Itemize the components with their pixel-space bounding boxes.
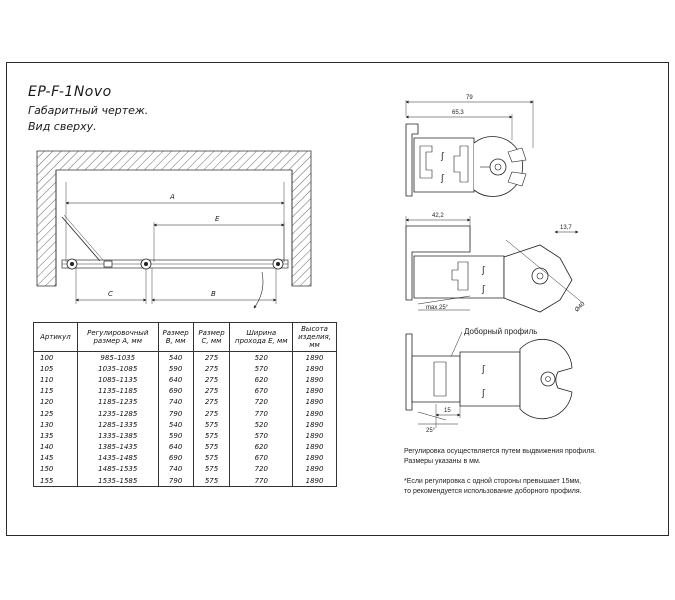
dim-42-2: 42,2 [432, 213, 444, 219]
cell-height: 1890 [293, 408, 337, 419]
dim-79: 79 [466, 95, 473, 101]
dim-15: 15 [444, 408, 451, 414]
cell-height: 1890 [293, 363, 337, 374]
cell-article: 125 [34, 408, 78, 419]
cell-article: 100 [34, 352, 78, 364]
label-b: B [211, 290, 216, 298]
wall-hatch [37, 151, 311, 286]
cell-adjust-a: 1335–1385 [77, 430, 158, 441]
cell-article: 130 [34, 419, 78, 430]
header-size-c: Размер С, мм [193, 323, 230, 352]
cell-adjust-a: 1535–1585 [77, 475, 158, 487]
profile-section-3 [406, 327, 572, 434]
cell-height: 1890 [293, 386, 337, 397]
table-row [34, 363, 337, 374]
cell-size-b: 740 [158, 397, 193, 408]
dim-13-7: 13,7 [560, 225, 572, 231]
cell-size-b: 790 [158, 408, 193, 419]
cell-article: 150 [34, 464, 78, 475]
cell-adjust-a: 1035–1085 [77, 363, 158, 374]
spec-table-header [34, 323, 337, 352]
table-row [34, 475, 337, 487]
cell-height: 1890 [293, 475, 337, 487]
cell-article: 110 [34, 374, 78, 385]
cell-height: 1890 [293, 453, 337, 464]
cell-article: 120 [34, 397, 78, 408]
drawing-subtitle-2: Вид сверху. [28, 120, 97, 133]
svg-text:ʃ: ʃ [441, 152, 445, 162]
cell-adjust-a: 1135–1185 [77, 386, 158, 397]
table-row [34, 408, 337, 419]
cell-size-b: 540 [158, 352, 193, 364]
cell-height: 1890 [293, 374, 337, 385]
table-row [34, 430, 337, 441]
table-row [34, 464, 337, 475]
svg-text:ʃ: ʃ [482, 285, 486, 295]
cell-size-c: 575 [193, 442, 230, 453]
cell-adjust-a: 1235–1285 [77, 408, 158, 419]
cell-size-c: 275 [193, 363, 230, 374]
svg-text:ʃ: ʃ [482, 365, 486, 375]
cell-adjust-a: 1385–1435 [77, 442, 158, 453]
table-row [34, 397, 337, 408]
cell-height: 1890 [293, 419, 337, 430]
cell-size-b: 540 [158, 419, 193, 430]
table-row [34, 386, 337, 397]
profile-section-2 [406, 213, 587, 313]
cell-height: 1890 [293, 352, 337, 364]
cell-passage-e: 720 [230, 397, 293, 408]
cell-size-c: 575 [193, 419, 230, 430]
header-height: Высота изделия, мм [293, 323, 337, 352]
table-row [34, 374, 337, 385]
cell-passage-e: 670 [230, 453, 293, 464]
cell-height: 1890 [293, 397, 337, 408]
header-adjust-a: Регулировочный размер А, мм [77, 323, 158, 352]
cell-size-c: 275 [193, 386, 230, 397]
drawing-title: EP-F-1Novo [28, 84, 112, 100]
dim-65-3: 65,3 [452, 110, 464, 116]
cell-size-b: 740 [158, 464, 193, 475]
svg-text:ʃ: ʃ [441, 174, 445, 184]
svg-text:ʃ: ʃ [482, 389, 486, 399]
header-passage-e: Ширина прохода Е, мм [230, 323, 293, 352]
cell-adjust-a: 1185–1235 [77, 397, 158, 408]
label-a: A [170, 193, 175, 201]
cell-article: 105 [34, 363, 78, 374]
cell-size-c: 575 [193, 475, 230, 487]
cell-adjust-a: 1285–1335 [77, 419, 158, 430]
top-view-plan [37, 151, 311, 308]
cell-adjust-a: 1085–1135 [77, 374, 158, 385]
cell-size-b: 590 [158, 430, 193, 441]
cell-passage-e: 620 [230, 442, 293, 453]
cell-size-b: 690 [158, 453, 193, 464]
cell-passage-e: 670 [230, 386, 293, 397]
dim-25: 25° [426, 428, 436, 434]
cell-passage-e: 770 [230, 475, 293, 487]
cell-size-c: 275 [193, 374, 230, 385]
cell-passage-e: 620 [230, 374, 293, 385]
cell-passage-e: 520 [230, 419, 293, 430]
table-row [34, 419, 337, 430]
profile-section-1 [406, 95, 533, 197]
cell-size-c: 575 [193, 453, 230, 464]
cell-adjust-a: 985–1035 [77, 352, 158, 364]
cell-adjust-a: 1485–1535 [77, 464, 158, 475]
cell-article: 155 [34, 475, 78, 487]
drawing-subtitle-1: Габаритный чертеж. [28, 104, 149, 117]
spec-table [33, 322, 337, 487]
svg-text:ʃ: ʃ [482, 266, 486, 276]
cell-passage-e: 770 [230, 408, 293, 419]
cell-size-c: 275 [193, 408, 230, 419]
header-size-b: Размер В, мм [158, 323, 193, 352]
table-row [34, 453, 337, 464]
cell-size-b: 640 [158, 442, 193, 453]
cell-passage-e: 520 [230, 352, 293, 364]
cell-size-b: 690 [158, 386, 193, 397]
cell-adjust-a: 1435–1485 [77, 453, 158, 464]
dim-max25: max 25° [426, 305, 449, 311]
label-c: C [108, 290, 113, 298]
cell-height: 1890 [293, 442, 337, 453]
table-row [34, 352, 337, 364]
cell-passage-e: 570 [230, 363, 293, 374]
cell-size-c: 275 [193, 397, 230, 408]
note-extra-profile-2: то рекомендуется использование доборного профиля. [404, 488, 582, 495]
cell-size-c: 575 [193, 430, 230, 441]
cell-height: 1890 [293, 464, 337, 475]
note-extra-profile-1: *Если регулировка с одной стороны превышает 15мм, [404, 478, 582, 485]
extra-profile-label: Доборный профиль [464, 327, 538, 336]
cell-article: 145 [34, 453, 78, 464]
cell-size-b: 640 [158, 374, 193, 385]
cell-size-b: 590 [158, 363, 193, 374]
header-article: Артикул [34, 323, 78, 352]
table-row [34, 442, 337, 453]
cell-article: 115 [34, 386, 78, 397]
note-units: Размеры указаны в мм. [404, 458, 481, 465]
cell-size-b: 790 [158, 475, 193, 487]
cell-height: 1890 [293, 430, 337, 441]
note-adjustment: Регулировка осуществляется путем выдвижения профиля. [404, 448, 597, 455]
cell-size-c: 575 [193, 464, 230, 475]
cell-article: 135 [34, 430, 78, 441]
cell-passage-e: 570 [230, 430, 293, 441]
dim-d40: Ø40 [574, 301, 587, 314]
label-e: E [215, 215, 220, 223]
cell-passage-e: 720 [230, 464, 293, 475]
cell-size-c: 275 [193, 352, 230, 364]
cell-article: 140 [34, 442, 78, 453]
